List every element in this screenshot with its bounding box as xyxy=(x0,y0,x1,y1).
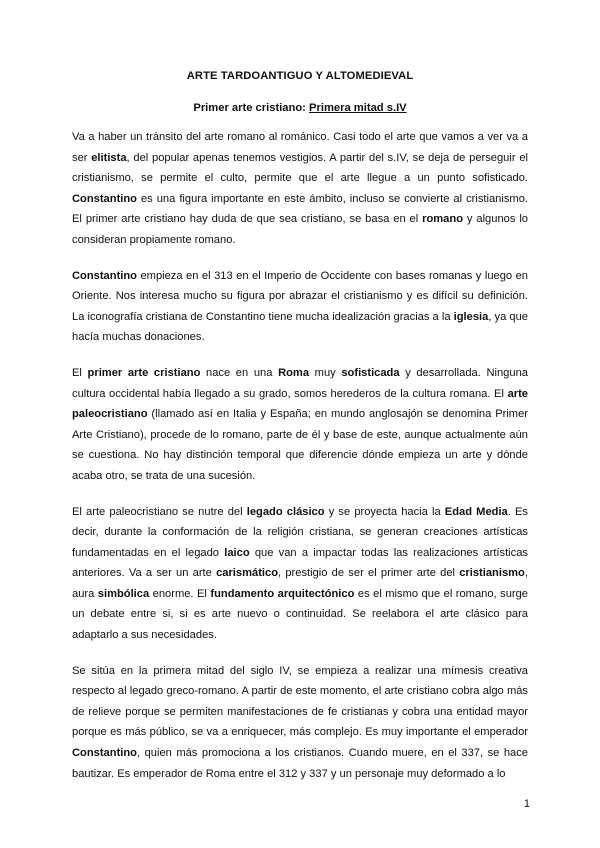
text-run: . Es decir, durante la conformación de la religión cristiana, se generan creaciones artísticas fundamentadas en el legado xyxy=(72,505,528,559)
page-number: 1 xyxy=(523,798,530,810)
text-run: , prestigio de ser el primer arte del xyxy=(278,567,460,580)
text-run: enorme. El xyxy=(149,587,211,600)
bold-term: Constantino xyxy=(72,192,137,205)
bold-term: fundamento arquitectónico xyxy=(210,587,355,600)
document-title: ARTE TARDOANTIGUO Y ALTOMEDIEVAL xyxy=(186,70,414,82)
text-run: , ya que hacía muchas donaciones. xyxy=(72,310,528,344)
paragraph-4 xyxy=(72,502,528,646)
document-subtitle xyxy=(0,102,600,114)
paragraph-5 xyxy=(72,661,528,785)
bold-term: Edad Media xyxy=(444,505,508,518)
paragraph-2 xyxy=(72,266,528,348)
bold-term: legado clásico xyxy=(246,505,325,518)
bold-term: sofisticada xyxy=(341,366,400,379)
bold-term: elitista xyxy=(91,151,127,164)
text-run: Se sitúa en la primera mitad del siglo IV, se empieza a realizar una mímesis creativa respecto al legado greco-romano. A partir de este momento, el arte cristiano cobra algo más de relieve porque se permiten manifestaciones de fe cristianas y cobra una entidad mayor porque es más público, se va a enriquecer, más complejo. Es muy importante el emperador xyxy=(72,664,528,739)
bold-term: cristianismo xyxy=(459,567,525,580)
bold-term: Roma xyxy=(278,366,310,379)
text-run: , quien más promociona a los cristianos. Cuando muere, en el 337, se hace bautizar. Es emperador de Roma entre el 312 y 337 y un personaje muy deformado a lo xyxy=(72,747,528,780)
text-run: , aura xyxy=(72,567,528,600)
text-run: y se proyecta hacia la xyxy=(324,505,445,518)
bold-term: laico xyxy=(224,546,250,559)
text-run: es el mismo que el romano, surge un debate entre si, si es arte nuevo o continuidad. Se reelabora el arte clásico para adaptarlo a sus necesidades. xyxy=(72,587,528,642)
paragraph-3 xyxy=(72,363,528,487)
bold-term: iglesia xyxy=(453,310,489,323)
bold-term: arte paleocristiano xyxy=(72,387,528,421)
text-run: nace en una xyxy=(200,366,279,379)
bold-term: Constantino xyxy=(72,747,137,760)
text-run: y algunos lo consideran propiamente romano. xyxy=(72,213,528,246)
text-run: empieza en el 313 en el Imperio de Occidente con bases romanas y luego en Oriente. Nos interesa mucho su figura por abrazar el cristianismo y es difícil su definición. La iconografía cristiana de Constantino tiene mucha idealización gracias a la xyxy=(72,269,528,323)
text-run: , del popular apenas tenemos vestigios. A partir del s.IV, se deja de perseguir el cristianismo, se permite el culto, permite que el arte llegue a un punto sofisticado. xyxy=(72,151,528,185)
text-run: muy xyxy=(309,366,342,379)
bold-term: romano xyxy=(422,213,463,226)
bold-term: primer arte cristiano xyxy=(87,366,201,379)
document-body xyxy=(72,127,528,799)
text-run: y desarrollada. Ninguna cultura occidental había llegado a su grado, somos herederos de la cultura romana. El xyxy=(72,366,528,400)
bold-term: carismático xyxy=(216,567,279,580)
paragraph-1 xyxy=(72,127,528,251)
text-run: que van a impactar todas las realizaciones artísticas anteriores. Va a ser un arte xyxy=(72,546,528,580)
text-run: El arte paleocristiano se nutre del xyxy=(72,505,247,518)
text-run: Va a haber un tránsito del arte romano al románico. Casi todo el arte que vamos a ver va a ser xyxy=(72,131,528,164)
subtitle-underlined: Primera mitad s.IV xyxy=(309,102,407,114)
subtitle-prefix: Primer arte cristiano: xyxy=(193,102,306,114)
text-run: (llamado así en Italia y España; en mundo anglosajón se denomina Primer Arte Cristiano), procede de lo romano, parte de él y base de este, aunque actualmente aún se cuestiona. No hay distinción temporal que diferencie dónde empieza un arte y dónde acaba otro, se trata de una sucesión. xyxy=(72,408,528,482)
text-run: es una figura importante en este ámbito, incluso se convierte al cristianismo. El primer arte cristiano hay duda de que sea cristiano, se basa en el xyxy=(72,192,528,226)
bold-term: Constantino xyxy=(72,269,137,282)
text-run: El xyxy=(72,366,88,379)
bold-term: simbólica xyxy=(97,587,150,600)
